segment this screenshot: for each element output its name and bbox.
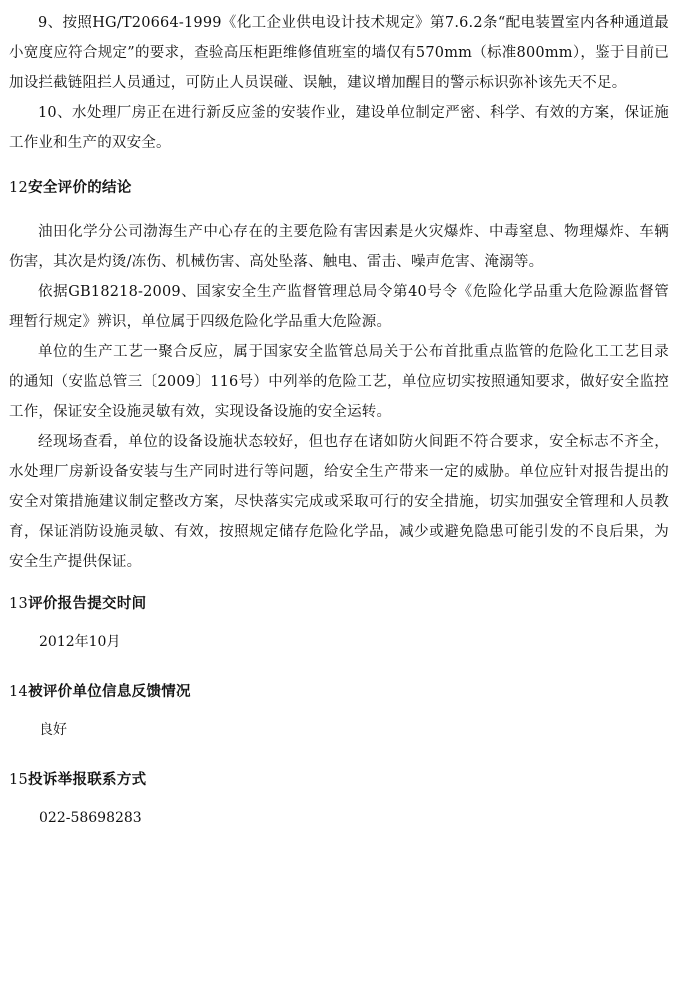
section-13-number: 13 <box>9 596 29 612</box>
conclusion-paragraph-1: 油田化学分公司渤海生产中心存在的主要危险有害因素是火灾爆炸、中毒窒息、物理爆炸、车辆伤害，其次是灼烫/冻伤、机械伤害、高处坠落、触电、雷击、噪声危害、淹溺等。 <box>9 224 669 270</box>
section-14-number: 14 <box>9 684 29 700</box>
section-15-number: 15 <box>9 772 29 788</box>
section-14-title: 被评价单位信息反馈情况 <box>28 684 191 700</box>
section-13-title: 评价报告提交时间 <box>28 596 147 612</box>
section-12-number: 12 <box>9 180 29 196</box>
report-submit-date: 2012年10月 <box>39 634 121 650</box>
conclusion-paragraph-3: 单位的生产工艺一聚合反应，属于国家安全监管总局关于公布首批重点监管的危险化工工艺目录的通知（安监总管三〔2009〕116号）中列举的危险工艺，单位应切实按照通知要求，做好安全监控工作，保证安全设施灵敏有效，实现设备设施的安全运转。 <box>9 344 669 420</box>
section-12-heading <box>9 173 669 203</box>
item-9-paragraph: 9、按照HG/T20664-1999《化工企业供电设计技术规定》第7.6.2条“配电装置室内各种通道最小宽度应符合规定”的要求，查验高压柜距维修值班室的墙仅有570mm（标准800mm），鉴于目前已加设拦截链阻拦人员通过，可防止人员误碰、误触，建议增加醒目的警示标识弥补该先天不足。 <box>9 15 669 91</box>
feedback-value: 良好 <box>39 722 67 738</box>
complaint-phone: 022-58698283 <box>39 810 142 826</box>
section-14-heading <box>9 677 669 707</box>
section-13-heading <box>9 589 669 619</box>
conclusion-paragraph-4: 经现场查看，单位的设备设施状态较好，但也存在诸如防火间距不符合要求，安全标志不齐全，水处理厂房新设备安装与生产同时进行等问题，给安全生产带来一定的威胁。单位应针对报告提出的安全对策措施建议制定整改方案，尽快落实完成或采取可行的安全措施，切实加强安全管理和人员教育，保证消防设施灵敏、有效，按照规定储存危险化学品，减少或避免隐患可能引发的不良后果，为安全生产提供保证。 <box>9 434 669 570</box>
section-15-title: 投诉举报联系方式 <box>28 772 147 788</box>
section-12-title: 安全评价的结论 <box>28 180 132 196</box>
section-15-heading <box>9 765 669 795</box>
item-10-paragraph: 10、水处理厂房正在进行新反应釜的安装作业，建设单位制定严密、科学、有效的方案，保证施工作业和生产的双安全。 <box>9 105 669 151</box>
conclusion-paragraph-2: 依据GB18218-2009、国家安全生产监督管理总局令第40号令《危险化学品重大危险源监督管理暂行规定》辨识，单位属于四级危险化学品重大危险源。 <box>9 284 669 330</box>
